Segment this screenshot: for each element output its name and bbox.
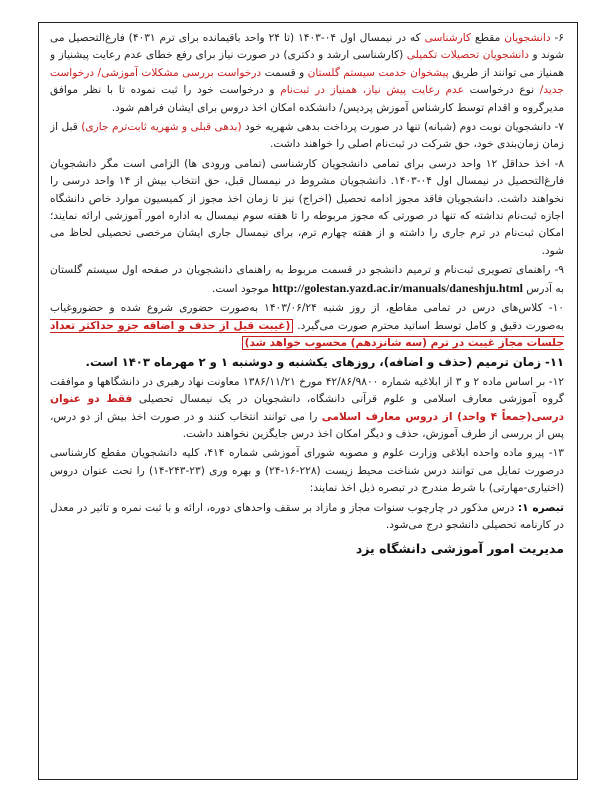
note-1: تبصره ۱: درس مذکور در چارچوب سنوات مجاز و مازاد بر سقف واحدهای دوره، ارائه و با ثبت نمره و تاثیر در معدل در کارنامه تحصیلی دانشجو درج می‌شود.	[50, 501, 564, 531]
signature: مدیریت امور آموزشی دانشگاه یزد	[355, 541, 564, 557]
item-9: ۹- راهنمای تصویری ثبت‌نام و ترمیم دانشجو در قسمت مربوط به راهنمای دانشجویان در صفحه اول سیستم گلستان به آدرس http://golestan.yazd.ac.ir/manuals/daneshju.html موجود است.	[50, 264, 564, 295]
manual-link[interactable]: http://golestan.yazd.ac.ir/manuals/daneshju.html	[272, 280, 523, 295]
item-10: ۱۰- کلاس‌های درس در تمامی مقاطع، از روز شنبه ۱۴۰۳/۰۶/۲۴ به‌صورت حضوری شروع شده و حضوروغیاب به‌صورت دقیق و کامل توسط اساتید محترم صورت می‌گیرد. (غیبت قبل از حذف و اضافه جزو حداکثر تعداد جلسات مجاز غیبت در ترم (سه شانزدهم) محسوب خواهد شد)	[50, 302, 564, 349]
item-12: ۱۲- بر اساس ماده ۲ و ۳ از ابلاغیه شماره ۴۲/۸۶/۹۸۰۰ مورخ ۱۳۸۶/۱۱/۲۱ معاونت نهاد رهبری در دانشگاهها و موافقت گروه آموزشی معارف اسلامی و علوم قرآنی دانشگاه، دانشجویان در یک نیمسال تحصیلی فقط دو عنوان درسی(جمعاً ۴ واحد) از دروس معارف اسلامی را می توانند انتخاب کنند و در صورت اخذ بیش از دو درس، پس از بررسی از طرف آموزش، حذف و دیگر امکان اخذ درس جایگزین نخواهند داشت.	[50, 375, 564, 440]
absence-warning: (غیبت قبل از حذف و اضافه جزو حداکثر تعداد جلسات مجاز غیبت در ترم (سه شانزدهم) محسوب خواهد شد)	[50, 319, 564, 349]
item-11: ۱۱- زمان ترمیم (حذف و اضافه)، روزهای یکشنبه و دوشنبه ۱ و ۲ مهرماه ۱۴۰۳ است.	[85, 355, 564, 370]
item-13: ۱۳- پیرو ماده واحده ابلاغی وزارت علوم و مصوبه شورای آموزشی شماره ۴۱۴، کلیه دانشجویان مقطع کارشناسی درصورت تمایل می توانند درس شناخت محیط زیست (۲۲۸-۱۶-۲۴) و بهره وری (۲۳-۲۴۳-۱۴) را تحت عنوان دروس (اختیاری-مهارتی) با شرط مندرج در تبصره ذیل اخذ نمایند:	[50, 447, 564, 495]
item-6: ۶- دانشجویان مقطع کارشناسی که در نیمسال اول ۰۴-۱۴۰۳ (تا ۲۴ واحد باقیمانده برای ترم ۴۰۳۱) فارغ‌التحصیل می شوند و دانشجویان تحصیلات تکمیلی (کارشناسی ارشد و دکتری) در صورت نیاز برای رفع خطای عدم رعایت پیشنیاز و همنیاز می توانند از طریق پیشخوان خدمت سیستم گلستان و قسمت درخواست بررسی مشکلات آموزشی/ درخواست جدید/ نوع درخواست عدم رعایت پیش نیاز، همنیاز در ثبت‌نام و درخواست خود را ثبت نموده تا با نظر موافق مدیرگروه و اقدام توسط کارشناس آموزش پردیس/ دانشکده امکان اخذ دروس برای ایشان فراهم شود.	[50, 32, 564, 114]
item-7: ۷- دانشجویان نوبت دوم (شبانه) تنها در صورت پرداخت بدهی شهریه خود (بدهی قبلی و شهریه ثابت‌ترم جاری) قبل از زمان زمان‌بندی خود، حق شرکت در ثبت‌نام اصلی را خواهند داشت.	[50, 121, 564, 151]
document-body	[50, 30, 564, 775]
item-8: ۸- اخذ حداقل ۱۲ واحد درسی برای تمامی دانشجویان کارشناسی (تمامی ورودی ها) الزامی است مگر دانشجویان فارغ‌التحصیل در نیمسال اول ۰۴-۱۴۰۳. دانشجویان مشروط در نیمسال قبل، حق انتخاب بیش از ۱۴ واحد درسی را نخواهند داشت. دانشجویان فاقد مجوز ادامه تحصیل (اخراج) نیز تا زمان اخذ مجوز از کمیسیون موارد خاص دانشگاه اجازه ثبت‌نام نداشته که تنها در صورتی که مجوز مربوطه را تا هفته سوم نیمسال به اداره امور آموزشی ارائه نمایند؛ امکان ثبت‌نام در ترم جاری را داشته و از هفته چهارم ترم، برای نیمسال جاری ایشان مرخصی تحصیلی لحاظ می شود.	[50, 157, 564, 257]
